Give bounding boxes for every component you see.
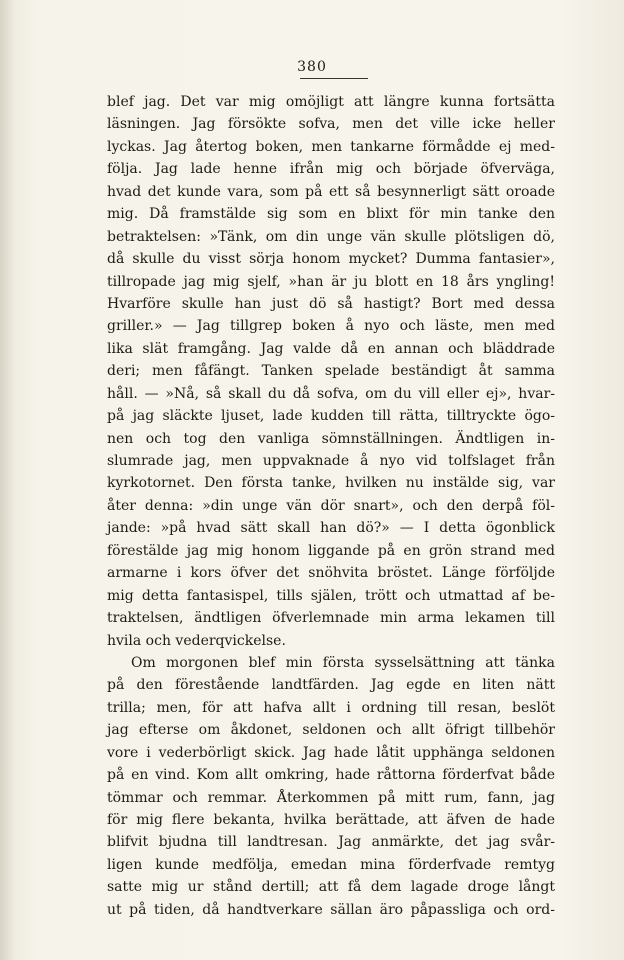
text-line: deri; men fåfängt. Tanken spelade beständigt åt samma [107,363,555,380]
page-number: 380 [297,59,327,75]
text-line: ut på tiden, då handtverkare sällan äro påpassliga och ord- [107,901,555,918]
text-line: jag efterse om åkdonet, seldonen och allt öfrigt tillbehör [107,722,555,739]
text-line: betraktelsen: »Tänk, om din unge vän skulle plötsligen dö, [107,228,555,245]
text-line: hvila och vederqvickelse. [107,632,286,649]
text-line: kyrkotornet. Den första tanke, hvilken nu instälde sig, var [107,475,555,492]
body-text [107,91,555,921]
text-line: håll. — »Nå, så skall du då sofva, om du vill eller ej», hvar- [107,385,555,402]
text-line: armarne i kors öfver det snöhvita bröstet. Länge förföljde [107,565,555,582]
header-rule [300,78,368,79]
text-line: på den förestående landtfärden. Jag egde en liten nätt [107,677,555,694]
text-line: förestälde jag mig honom liggande på en grön strand med [107,542,555,559]
text-line: blifvit bjudna till landtresan. Jag anmärkte, det jag svår- [107,834,555,851]
text-line: slumrade jag, men uppvaknade å nyo vid tolfslaget från [107,453,555,469]
text-line: Hvarföre skulle han just dö så hastigt? Bort med dessa [107,295,555,312]
text-line: hvad det kunde vara, som på ett så besynnerligt sätt oroade [107,183,555,200]
text-line: Om morgonen blef min första sysselsättning att tänka [131,654,555,671]
text-line: griller.» — Jag tillgrep boken å nyo och läste, men med [107,318,555,335]
text-line: lika slät framgång. Jag valde då en annan och bläddrade [107,340,555,357]
text-line: satte mig ur stånd dertill; att få dem lagade droge långt [107,879,555,896]
text-line: på en vind. Kom allt omkring, hade råttorna förderfvat både [107,767,555,784]
text-line: nen och tog den vanliga sömnställningen. Ändtligen in- [107,430,555,447]
text-line: blef jag. Det var mig omöjligt att längre kunna fortsätta [107,94,555,110]
text-line: jande: »på hvad sätt skall han dö?» — I detta ögonblick [107,520,555,537]
text-line: tömmar och remmar. Återkommen på mitt rum, fann, jag [107,789,555,806]
text-line: tillropade jag mig sjelf, »han är ju blott en 18 års yngling! [107,273,555,290]
text-line: för mig flere bekanta, hvilka berättade, att äfven de hade [107,812,555,828]
text-line: läsningen. Jag försökte sofva, men det ville icke heller [107,116,555,133]
text-line: mig. Då framstälde sig som en blixt för min tanke den [107,206,555,223]
text-line: trilla; men, för att hafva allt i ordning till resan, beslöt [107,699,555,716]
text-line: lyckas. Jag återtog boken, men tankarne förmådde ej med- [107,138,555,155]
text-line: traktelsen, ändtligen öfverlemnade min arma lekamen till [107,610,555,627]
text-line: ligen kunde medfölja, emedan mina förderfvade remtyg [107,856,555,873]
text-line: på jag släckte ljuset, lade kudden till rätta, tilltryckte ögo- [107,408,555,425]
text-line: följa. Jag lade henne ifrån mig och började öfverväga, [107,161,555,178]
text-line: då skulle du visst sörja honom mycket? Dumma fantasier», [107,251,555,268]
spine-shadow [0,0,14,960]
text-line: vore i vederbörligt skick. Jag hade låtit upphänga seldonen [107,744,555,761]
text-line: mig detta fantasispel, tills själen, trött och utmattad af be- [107,587,555,604]
text-line: åter denna: »din unge vän dör snart», och den derpå föl- [107,497,555,514]
